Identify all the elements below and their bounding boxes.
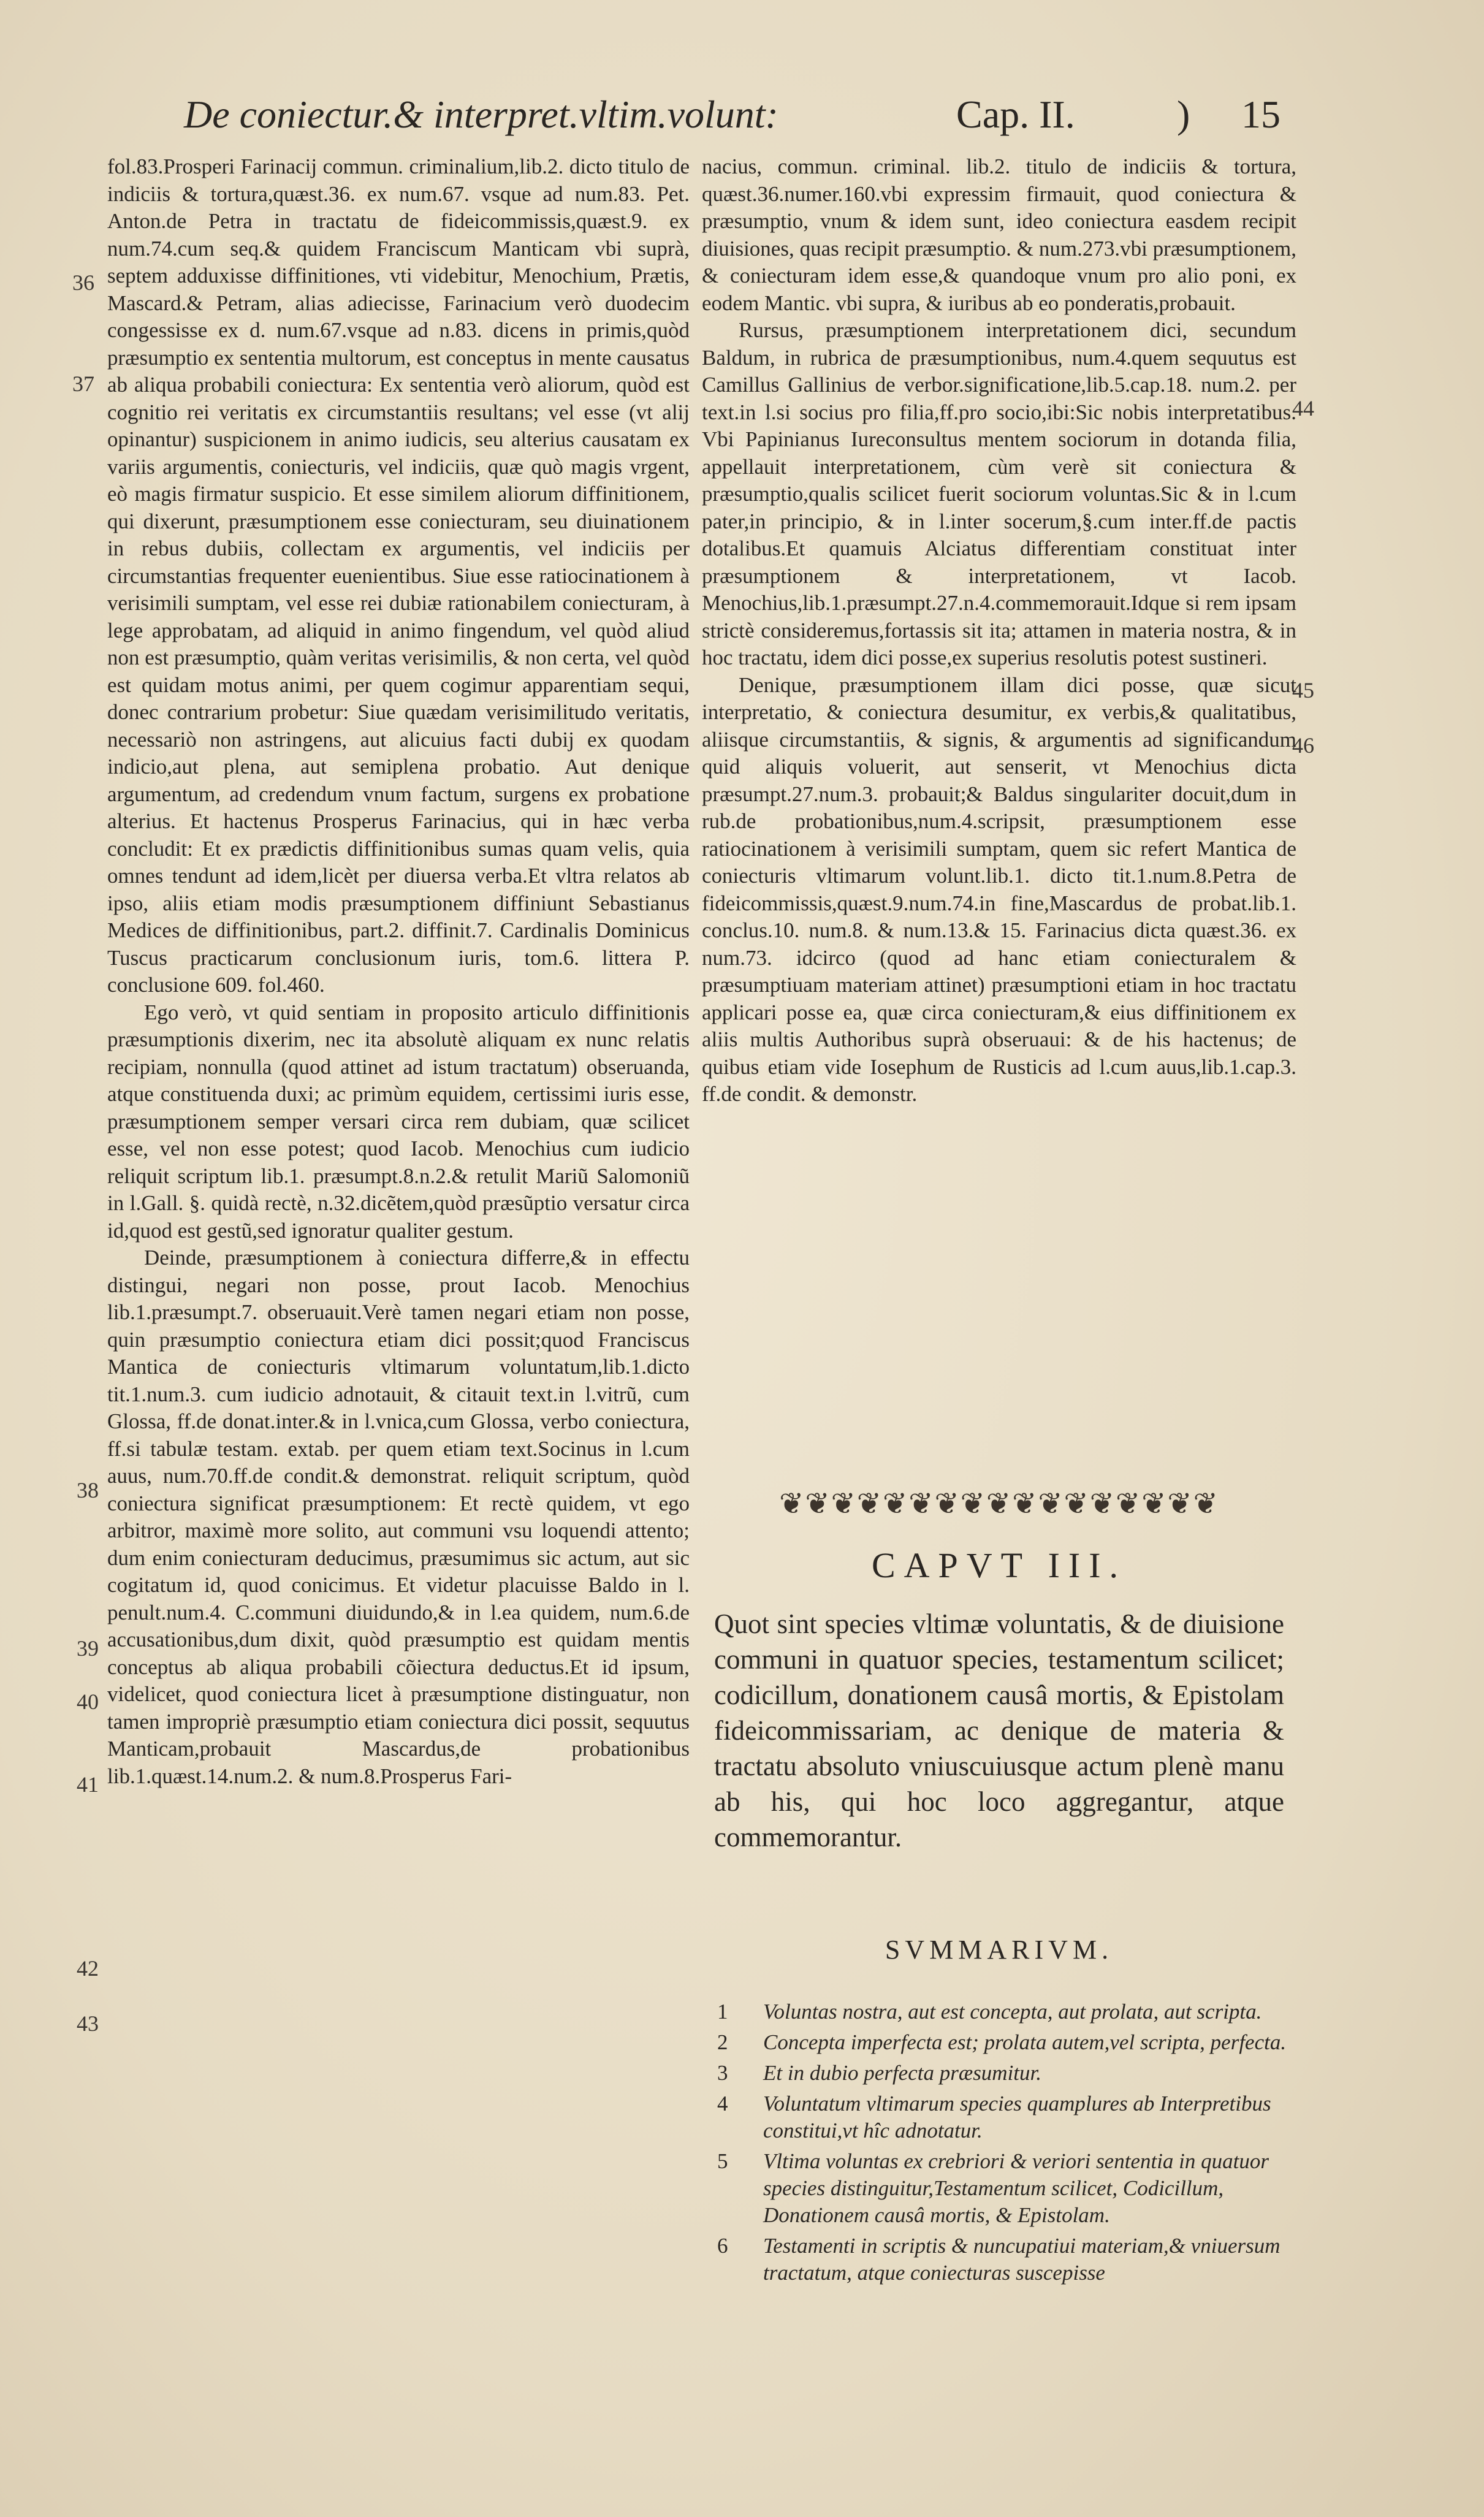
margin-number: 37 [72,371,94,396]
margin-number: 39 [77,1636,99,1661]
item-number: 2 [717,2030,728,2054]
summarium-item [711,2233,1299,2287]
margin-number: 42 [77,1956,99,1981]
page-number: 15 [1241,93,1280,136]
item-text: Et in dubio perfecta præsumitur. [763,2061,1042,2085]
paragraph: Rursus, præsumptionem interpretationem dici, secundum Baldum, in rubrica de præsumptionibus, num.4.quem sequutus est Camillus Gallinius de verbor.significatione,lib.5.cap.18. num.2. per text.in l.si socius pro filia,ff.pro socio,ibi:Sic nobis interpretatibus. Vbi Papinianus Iureconsultus mentem sociorum in dotanda filia, appellauit interpretationem, cùm verè sit coniectura & præsumptio,qualis scilicet fuerit sociorum voluntas.Sic & in l.cum pater,in principio, & in l.inter socerum,§.cum inter.ff.de pactis dotalibus.Et quamuis Alciatus differentiam constituat inter præsumptionem & interpretationem, vt Iacob. Menochius,lib.1.præsumpt.27.n.4.commemorauit.Idque si rem ipsam strictè consideremus,fortassis sit ita; attamen in materia nostra, & in hoc tractatu, idem dici posse,ex superius resolutis potest sustineri. [702,318,1296,669]
margin-number: 46 [1292,733,1314,758]
margin-number: 36 [72,270,94,295]
item-text: Voluntas nostra, aut est concepta, aut prolata, aut scripta. [763,2000,1262,2024]
summarium-list [711,1998,1299,2290]
item-number: 5 [717,2149,728,2173]
item-number: 1 [717,2000,728,2024]
item-text: Vltima voluntas ex crebriori & veriori sententia in quatuor species distinguitur,Testamentum scilicet, Codicillum, Donationem causâ mortis, & Epistolam. [763,2149,1269,2227]
paragraph: nacius, commun. criminal. lib.2. titulo de indiciis & tortura, quæst.36.numer.160.vbi expressim firmauit, quod coniectura & præsumptio, vnum & idem sunt, ideo coniectura easdem recipit diuisiones, quas recipit præsumptio. & num.273.vbi præsumptionem, & coniecturam idem esse,& quandoque vnum pro alio poni, ex eodem Mantic. vbi supra, & iuribus ab eo ponderatis,probauit. [702,154,1296,315]
margin-number: 45 [1292,678,1314,703]
paragraph: fol.83.Prosperi Farinacij commun. criminalium,lib.2. dicto titulo de indiciis & tortura,quæst.36. ex num.67. vsque ad num.83. Pet. Anton.de Petra in tractatu de fideicommissis,quæst.9. ex num.74.cum seq.& quidem Franciscum Manticam vbi suprà, septem adduxisse diffinitiones, vti videbitur, Menochium, Prætis, Mascard.& Petram, alias adiecisse, Farinacium verò duodecim congessisse ex d. num.67.vsque ad n.83. dicens in primis,quòd præsumptio ex sententia multorum, est conceptus in mente causatus ab aliqua probabili coniectura: Ex sententia verò aliorum, quòd est cognitio rei veritatis ex circumstantiis resultans; vel esse (vt alij opinantur) suspicionem in animo iudicis, seu alterius causatam ex variis argumentis, coniecturis, vel indiciis, quæ quò magis vrgent, eò magis firmatur suspicio. Et esse similem aliorum diffinitionem, qui dixerunt, præsumptionem esse coniecturam, seu diuinationem in rebus dubiis, collectam ex argumentis, vel indiciis per circumstantias frequenter euenientibus. Siue esse ratiocinationem à verisimili sumptam, vel esse rei dubiæ rationabilem coniecturam, à lege approbatam, ad aliquid in animo fingendum, vel quòd aliud non est præsumptio, quàm veritas verisimilis, & non certa, vel quòd est quidam motus animi, per quem cogimur apparentiam sequi, donec contrarium probetur: Siue quædam verisimilitudo veritatis, necessariò non astringens, aut alicuius facti dubij ex quodam indicio,aut plena, aut semiplena probatio. Aut denique argumentum, ad credendum vnum factum, surgens ex probatione alterius. Et hactenus Prosperus Farinacius, qui in hæc verba concludit: Et ex prædictis diffinitionibus sumas quam velis, quia omnes tendunt ad idem,licèt per diuersa verba.Et vltra relatos ab ipso, aliis etiam modis præsumptionem diffiniunt Sebastianus Medices de diffinitionibus, part.2. diffinit.7. Cardinalis Dominicus Tuscus practicarum conclusionum iuris, tom.6. littera P. conclusione 609. fol.460. [107,154,690,997]
chapter-argument: Quot sint species vltimæ voluntatis, & de diuisione communi in quatuor species, testamentum scilicet; codicillum, donationem causâ mortis, & Epistolam fideicommissariam, ac denique de materia & tractatu absoluto vniuscuiusque actum plenè manu ab his, qui hoc loco aggregantur, atque commemorantur. [714,1609,1284,1853]
left-column [107,153,690,1790]
paragraph: Denique, præsumptionem illam dici posse, quæ sicut interpretatio, & coniectura desumitur, ex verbis,& qualitatibus, aliisque circumstantiis, & signis, & argumentis ad significandum quid aliquis voluerit, aut senserit, vt Menochius dicta præsumpt.27.num.3. probauit;& Baldus singulariter docuit,dum in rub.de probationibus,num.4.scripsit, præsumptionem esse ratiocinationem à verisimili sumptam, quem sic refert Mantica de coniecturis vltimarum volunt.lib.1. dicto tit.1.num.8.Petra de fideicommissis,quæst.9.num.74.in fine,Mascardus de probat.lib.1. conclus.10. num.8. & num.13.& 15. Farinacius dicta quæst.36. ex num.73. idcirco (quod ad hanc etiam coniecturalem & præsumptiuam materiam attinet) præsumptioni etiam in hoc tractatu applicari posse ea, quæ circa coniecturam,& eius diffinitionem ex aliis multis Authoribus suprà obseruaui: & de his hactenus; de quibus etiam vide Iosephum de Rusticis ad l.cum auus,lib.1.cap.3. ff.de condit. & demonstr. [702,672,1296,1106]
item-number: 4 [717,2092,728,2115]
item-number: 3 [717,2061,728,2085]
margin-number: 41 [77,1772,99,1797]
right-column [702,153,1296,1108]
item-text: Concepta imperfecta est; prolata autem,vel scripta, perfecta. [763,2030,1287,2054]
summarium-item [711,2029,1299,2056]
summarium-item [711,1998,1299,2025]
margin-number: 40 [77,1689,99,1714]
item-text: Voluntatum vltimarum species quamplures ab Interpretibus constitui,vt hîc adnotatur. [763,2092,1271,2142]
margin-number: 38 [77,1478,99,1502]
chapter-label: Cap. II. [956,93,1075,136]
paragraph: Deinde, præsumptionem à coniectura differre,& in effectu distingui, negari non posse, prout Iacob. Menochius lib.1.præsumpt.7. obseruauit.Verè tamen negari etiam non posse, quin præsumptio coniectura etiam dici possit;quod Franciscus Mantica de coniecturis vltimarum voluntatum,lib.1.dicto tit.1.num.3. cum iudicio adnotauit, & citauit text.in l.vitrũ, cum Glossa, ff.de donat.inter.& in l.vnica,cum Glossa, verbo coniectura, ff.si tabulæ testam. extab. per quem etiam text.Socinus in l.cum auus, num.70.ff.de condit.& demonstrat. reliquit scriptum, quòd coniectura significat præsumptionem: Et rectè quidem, vt ego arbitror, maximè more solito, aut communi vsu loquendi attento; dum enim coniecturam deducimus, præsumimus sic actum, aut sic cogitatum id, quod conicimus. Et videtur placuisse Baldo in l. penult.num.4. C.communi diuidundo,& in l.ea quidem, num.6.de accusationibus,dum dixit, quòd præsumptio est quidam mentis conceptus ab aliqua probabili cõiectura deductus.Et id ipsum, videlicet, quod coniectura licet à præsumptione distinguatur, non tamen impropriè præsumptio etiam coniectura dici possit, sequutus Manticam,probauit Mascardus,de probationibus lib.1.quæst.14.num.2. & num.8.Prosperus Fari- [107,1246,690,1788]
summarium-item [711,2090,1299,2144]
ornamental-border: ❦❦❦❦❦❦❦❦❦❦❦❦❦❦❦❦❦ [779,1487,1219,1521]
item-text: Testamenti in scriptis & nuncupatiui materiam,& vniuersum tractatum, atque coniecturas suscepisse [763,2234,1280,2285]
margin-number: 43 [77,2011,99,2036]
margin-number: 44 [1292,396,1314,421]
summarium-item [711,2060,1299,2087]
summarium-heading: SVMMARIVM. [885,1935,1114,1965]
header-bracket: ) [1177,93,1190,136]
paragraph: Ego verò, vt quid sentiam in proposito articulo diffinitionis præsumptionis dixerim, nec ita absolutè aliquam ex nunc relatis recipiam, nonnulla (quod attinet ad istum tractatum) obseruanda, atque constituenda duxi; ac primùm equidem, certissimi iuris esse, præsumptionem semper versari circa rem dubiam, quæ scilicet esse, vel non esse potest; quod Iacob. Menochius cum iudicio reliquit scriptum lib.1. præsumpt.8.n.2.& retulit Mariũ Salomoniũ in l.Gall. §. quidà rectè, n.32.dicẽtem,quòd præsũptio versatur circa id,quod est gestũ,sed ignoratur qualiter gestum. [107,1000,690,1243]
running-header [184,92,1349,147]
running-title: De coniectur.& interpret.vltim.volunt: [184,93,778,136]
summarium-item [711,2148,1299,2229]
item-number: 6 [717,2234,728,2258]
chapter-heading: CAPVT III. [871,1545,1127,1585]
